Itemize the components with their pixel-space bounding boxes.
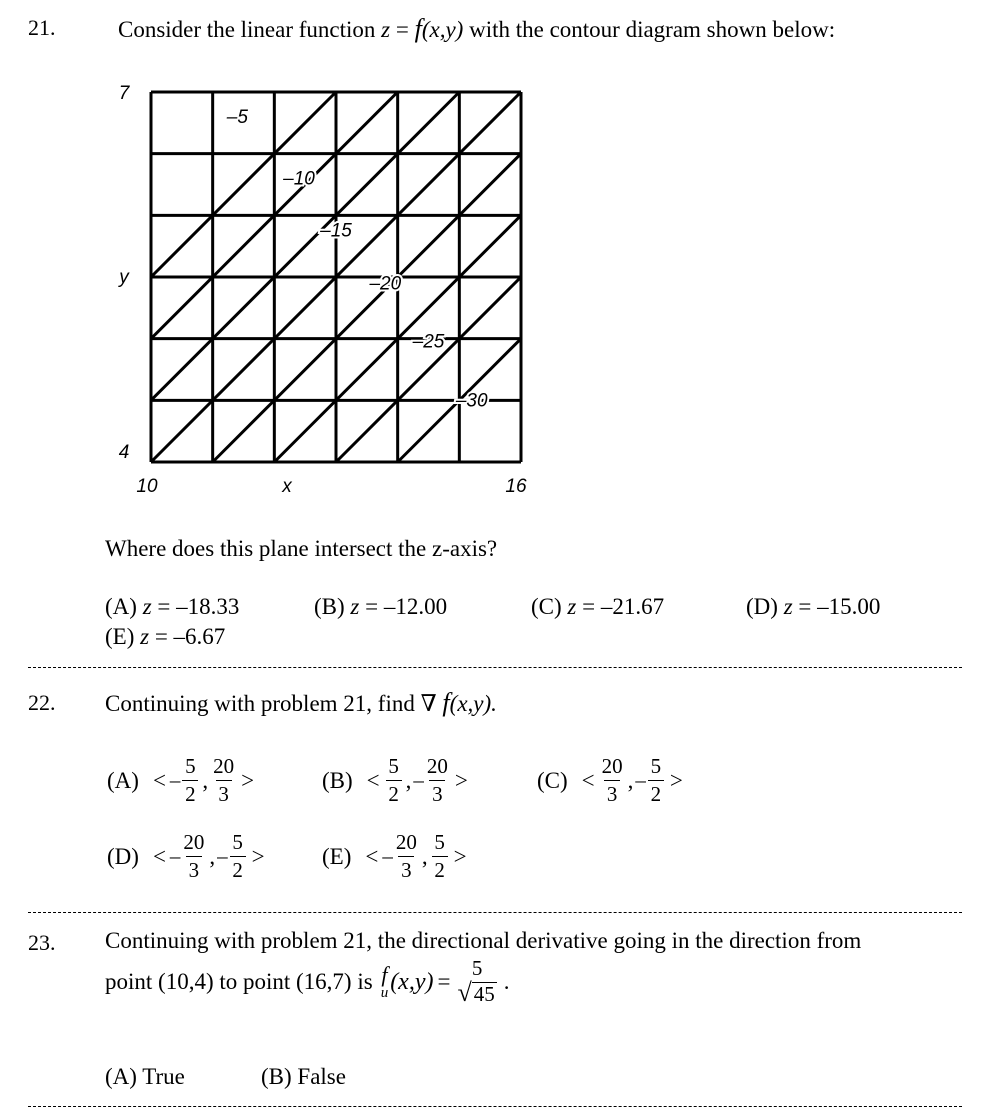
contour-line — [213, 154, 521, 462]
option-22-b[interactable]: (B) < 5 2 , – 20 3 > — [322, 754, 468, 806]
option-22-e[interactable]: (E) < – 20 3 , 5 2 > — [322, 830, 467, 882]
y-axis-label: y — [119, 267, 129, 288]
option-22-c[interactable]: (C) < 20 3 , – 5 2 > — [537, 754, 683, 806]
x-tick-label: 10 — [136, 476, 158, 497]
problem-number-22: 22. — [28, 690, 56, 715]
contour-line — [336, 277, 521, 462]
problem-number-21: 21. — [28, 15, 56, 40]
option-22-a[interactable]: (A) < – 5 2 , 20 3 > — [107, 754, 255, 806]
y-tick-label: 4 — [118, 442, 130, 463]
option-23-b[interactable]: (B) False — [261, 1064, 346, 1089]
option-21-b[interactable]: (B) z = –12.00 — [314, 594, 448, 619]
problem-number-23: 23. — [28, 930, 56, 955]
option-23-a[interactable]: (A) True — [105, 1064, 185, 1089]
divider — [28, 667, 962, 668]
problem-21-prompt: Consider the linear function z = f(x,y) with the contour diagram shown below: — [118, 14, 836, 43]
problem-23-line1: Continuing with problem 21, the directional derivative going in the direction from — [105, 928, 862, 953]
contour-diagram — [95, 75, 555, 505]
contour-label: –15 — [320, 220, 352, 242]
y-tick-label: 7 — [118, 83, 130, 104]
x-tick-label: 16 — [505, 476, 527, 497]
option-21-e[interactable]: (E) z = –6.67 — [105, 624, 226, 649]
x-axis-label: x — [282, 476, 292, 497]
option-21-d[interactable]: (D) z = –15.00 — [746, 594, 881, 619]
contour-label: –5 — [226, 106, 248, 128]
problem-21-question: Where does this plane intersect the z-axis? — [105, 536, 498, 561]
option-22-d[interactable]: (D) < – 20 3 , – 5 2 > — [107, 830, 265, 882]
problem-23-line2: point (10,4) to point (16,7) is f u (x,y) = 5 √ 45 . — [105, 956, 510, 1007]
contour-label: –30 — [455, 390, 488, 412]
contour-label: –25 — [412, 331, 445, 353]
divider — [28, 1106, 962, 1107]
contour-label: –10 — [283, 168, 315, 190]
contour-label: –20 — [369, 273, 402, 295]
option-21-c[interactable]: (C) z = –21.67 — [531, 594, 665, 619]
divider — [28, 912, 962, 913]
contour-line — [151, 92, 459, 400]
option-21-a[interactable]: (A) z = –18.33 — [105, 594, 240, 619]
problem-22-prompt: Continuing with problem 21, find ∇ f(x,y). — [105, 688, 497, 717]
